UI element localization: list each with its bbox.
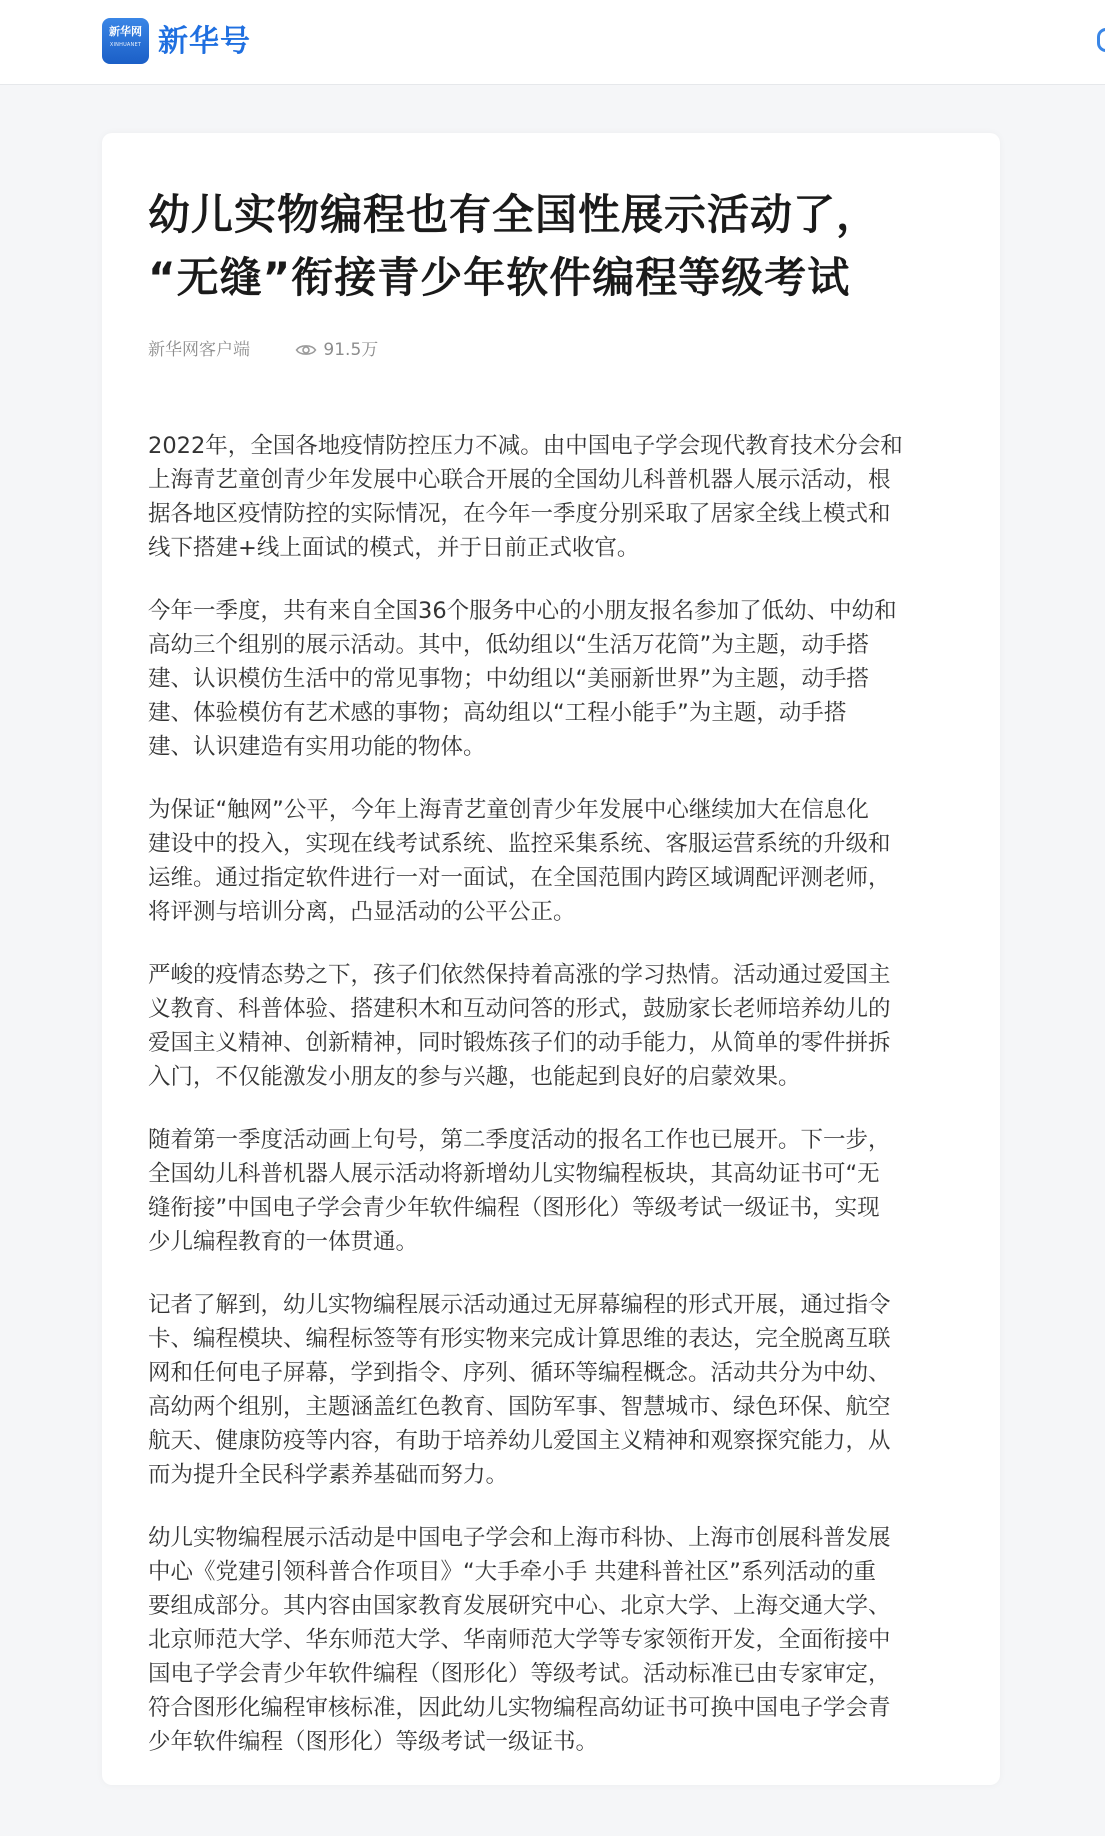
paragraph-line: 国电子学会青少年软件编程（图形化）等级考试。活动标准已由专家审定， [148, 1661, 891, 1687]
paragraph-line: 随着第一季度活动画上句号，第二季度活动的报名工作也已展开。下一步， [148, 1127, 891, 1153]
paragraph-line: 上海青艺童创青少年发展中心联合开展的全国幼儿科普机器人展示活动，根 [148, 467, 891, 493]
article-title-line: 幼儿实物编程也有全国性展示活动了， [148, 190, 880, 239]
xinhuanet-logo[interactable] [102, 18, 149, 64]
paragraph-line: 线下搭建+线上面试的模式，并于日前正式收官。 [148, 535, 640, 561]
paragraph-line: 据各地区疫情防控的实际情况，在今年一季度分别采取了居家全线上模式和 [148, 501, 891, 527]
brand-name[interactable]: 新华号 [158, 24, 251, 59]
paragraph-line: 高幼两个组别，主题涵盖红色教育、国防军事、智慧城市、绿色环保、航空 [148, 1394, 891, 1420]
view-count [295, 338, 378, 362]
paragraph-line: 建、认识建造有实用功能的物体。 [148, 734, 486, 760]
paragraph-line: 缝衔接”中国电子学会青少年软件编程（图形化）等级考试一级证书，实现 [148, 1195, 880, 1221]
paragraph-line: 建、体验模仿有艺术感的事物；高幼组以“工程小能手”为主题，动手搭 [148, 700, 847, 726]
paragraph-line: 少儿编程教育的一体贯通。 [148, 1229, 419, 1255]
article-paragraph [148, 1123, 958, 1259]
paragraph-line: 入门，不仅能激发小朋友的参与兴趣，也能起到良好的启蒙效果。 [148, 1064, 801, 1090]
eye-icon [295, 342, 317, 358]
article-paragraph [148, 594, 958, 764]
paragraph-line: 中心《党建引领科普合作项目》“大手牵小手 共建科普社区”系列活动的重 [148, 1559, 876, 1585]
paragraph-line: 建设中的投入，实现在线考试系统、监控采集系统、客服运营系统的升级和 [148, 831, 891, 857]
top-navigation-bar [0, 0, 1105, 85]
article-paragraph [148, 793, 958, 929]
logo-subtext: XINHUANET [109, 42, 142, 48]
paragraph-line: 爱国主义精神、创新精神，同时锻炼孩子们的动手能力，从简单的零件拼拆 [148, 1030, 891, 1056]
article-meta [148, 338, 378, 362]
paragraph-line: 建、认识模仿生活中的常见事物；中幼组以“美丽新世界”为主题，动手搭 [148, 666, 869, 692]
paragraph-line: 网和任何电子屏幕，学到指令、序列、循环等编程概念。活动共分为中幼、 [148, 1360, 891, 1386]
paragraph-line: 为保证“触网”公平，今年上海青艺童创青少年发展中心继续加大在信息化 [148, 797, 869, 823]
paragraph-line: 航天、健康防疫等内容，有助于培养幼儿爱国主义精神和观察探究能力，从 [148, 1428, 891, 1454]
paragraph-line: 运维。通过指定软件进行一对一面试，在全国范围内跨区域调配评测老师， [148, 865, 891, 891]
paragraph-line: 全国幼儿科普机器人展示活动将新增幼儿实物编程板块，其高幼证书可“无 [148, 1161, 880, 1187]
article-source[interactable]: 新华网客户端 [148, 340, 250, 360]
paragraph-line: 记者了解到，幼儿实物编程展示活动通过无屏幕编程的形式开展，通过指令 [148, 1292, 891, 1318]
article-body [148, 429, 958, 1788]
article-title [148, 183, 968, 309]
article-paragraph [148, 958, 958, 1094]
paragraph-line: 符合图形化编程审核标准，因此幼儿实物编程高幼证书可换中国电子学会青 [148, 1695, 891, 1721]
article-paragraph [148, 429, 958, 565]
paragraph-line: 2022年，全国各地疫情防控压力不减。由中国电子学会现代教育技术分会和 [148, 433, 903, 459]
article-paragraph [148, 1288, 958, 1492]
user-avatar-icon[interactable] [1097, 28, 1105, 52]
paragraph-line: 要组成部分。其内容由国家教育发展研究中心、北京大学、上海交通大学、 [148, 1593, 891, 1619]
paragraph-line: 将评测与培训分离，凸显活动的公平公正。 [148, 899, 576, 925]
paragraph-line: 高幼三个组别的展示活动。其中，低幼组以“生活万花筒”为主题，动手搭 [148, 632, 869, 658]
article-card [102, 133, 1000, 1785]
paragraph-line: 幼儿实物编程展示活动是中国电子学会和上海市科协、上海市创展科普发展 [148, 1525, 891, 1551]
paragraph-line: 北京师范大学、华东师范大学、华南师范大学等专家领衔开发，全面衔接中 [148, 1627, 891, 1653]
paragraph-line: 卡、编程模块、编程标签等有形实物来完成计算思维的表达，完全脱离互联 [148, 1326, 891, 1352]
paragraph-line: 今年一季度，共有来自全国36个服务中心的小朋友报名参加了低幼、中幼和 [148, 598, 897, 624]
paragraph-line: 义教育、科普体验、搭建积木和互动问答的形式，鼓励家长老师培养幼儿的 [148, 996, 891, 1022]
paragraph-line: 少年软件编程（图形化）等级考试一级证书。 [148, 1729, 599, 1755]
paragraph-line: 而为提升全民科学素养基础而努力。 [148, 1462, 509, 1488]
logo-text: 新华网 [109, 25, 142, 38]
article-paragraph [148, 1521, 958, 1759]
view-count-value: 91.5万 [323, 340, 379, 360]
article-title-line: “无缝”衔接青少年软件编程等级考试 [148, 253, 851, 302]
paragraph-line: 严峻的疫情态势之下，孩子们依然保持着高涨的学习热情。活动通过爱国主 [148, 962, 891, 988]
